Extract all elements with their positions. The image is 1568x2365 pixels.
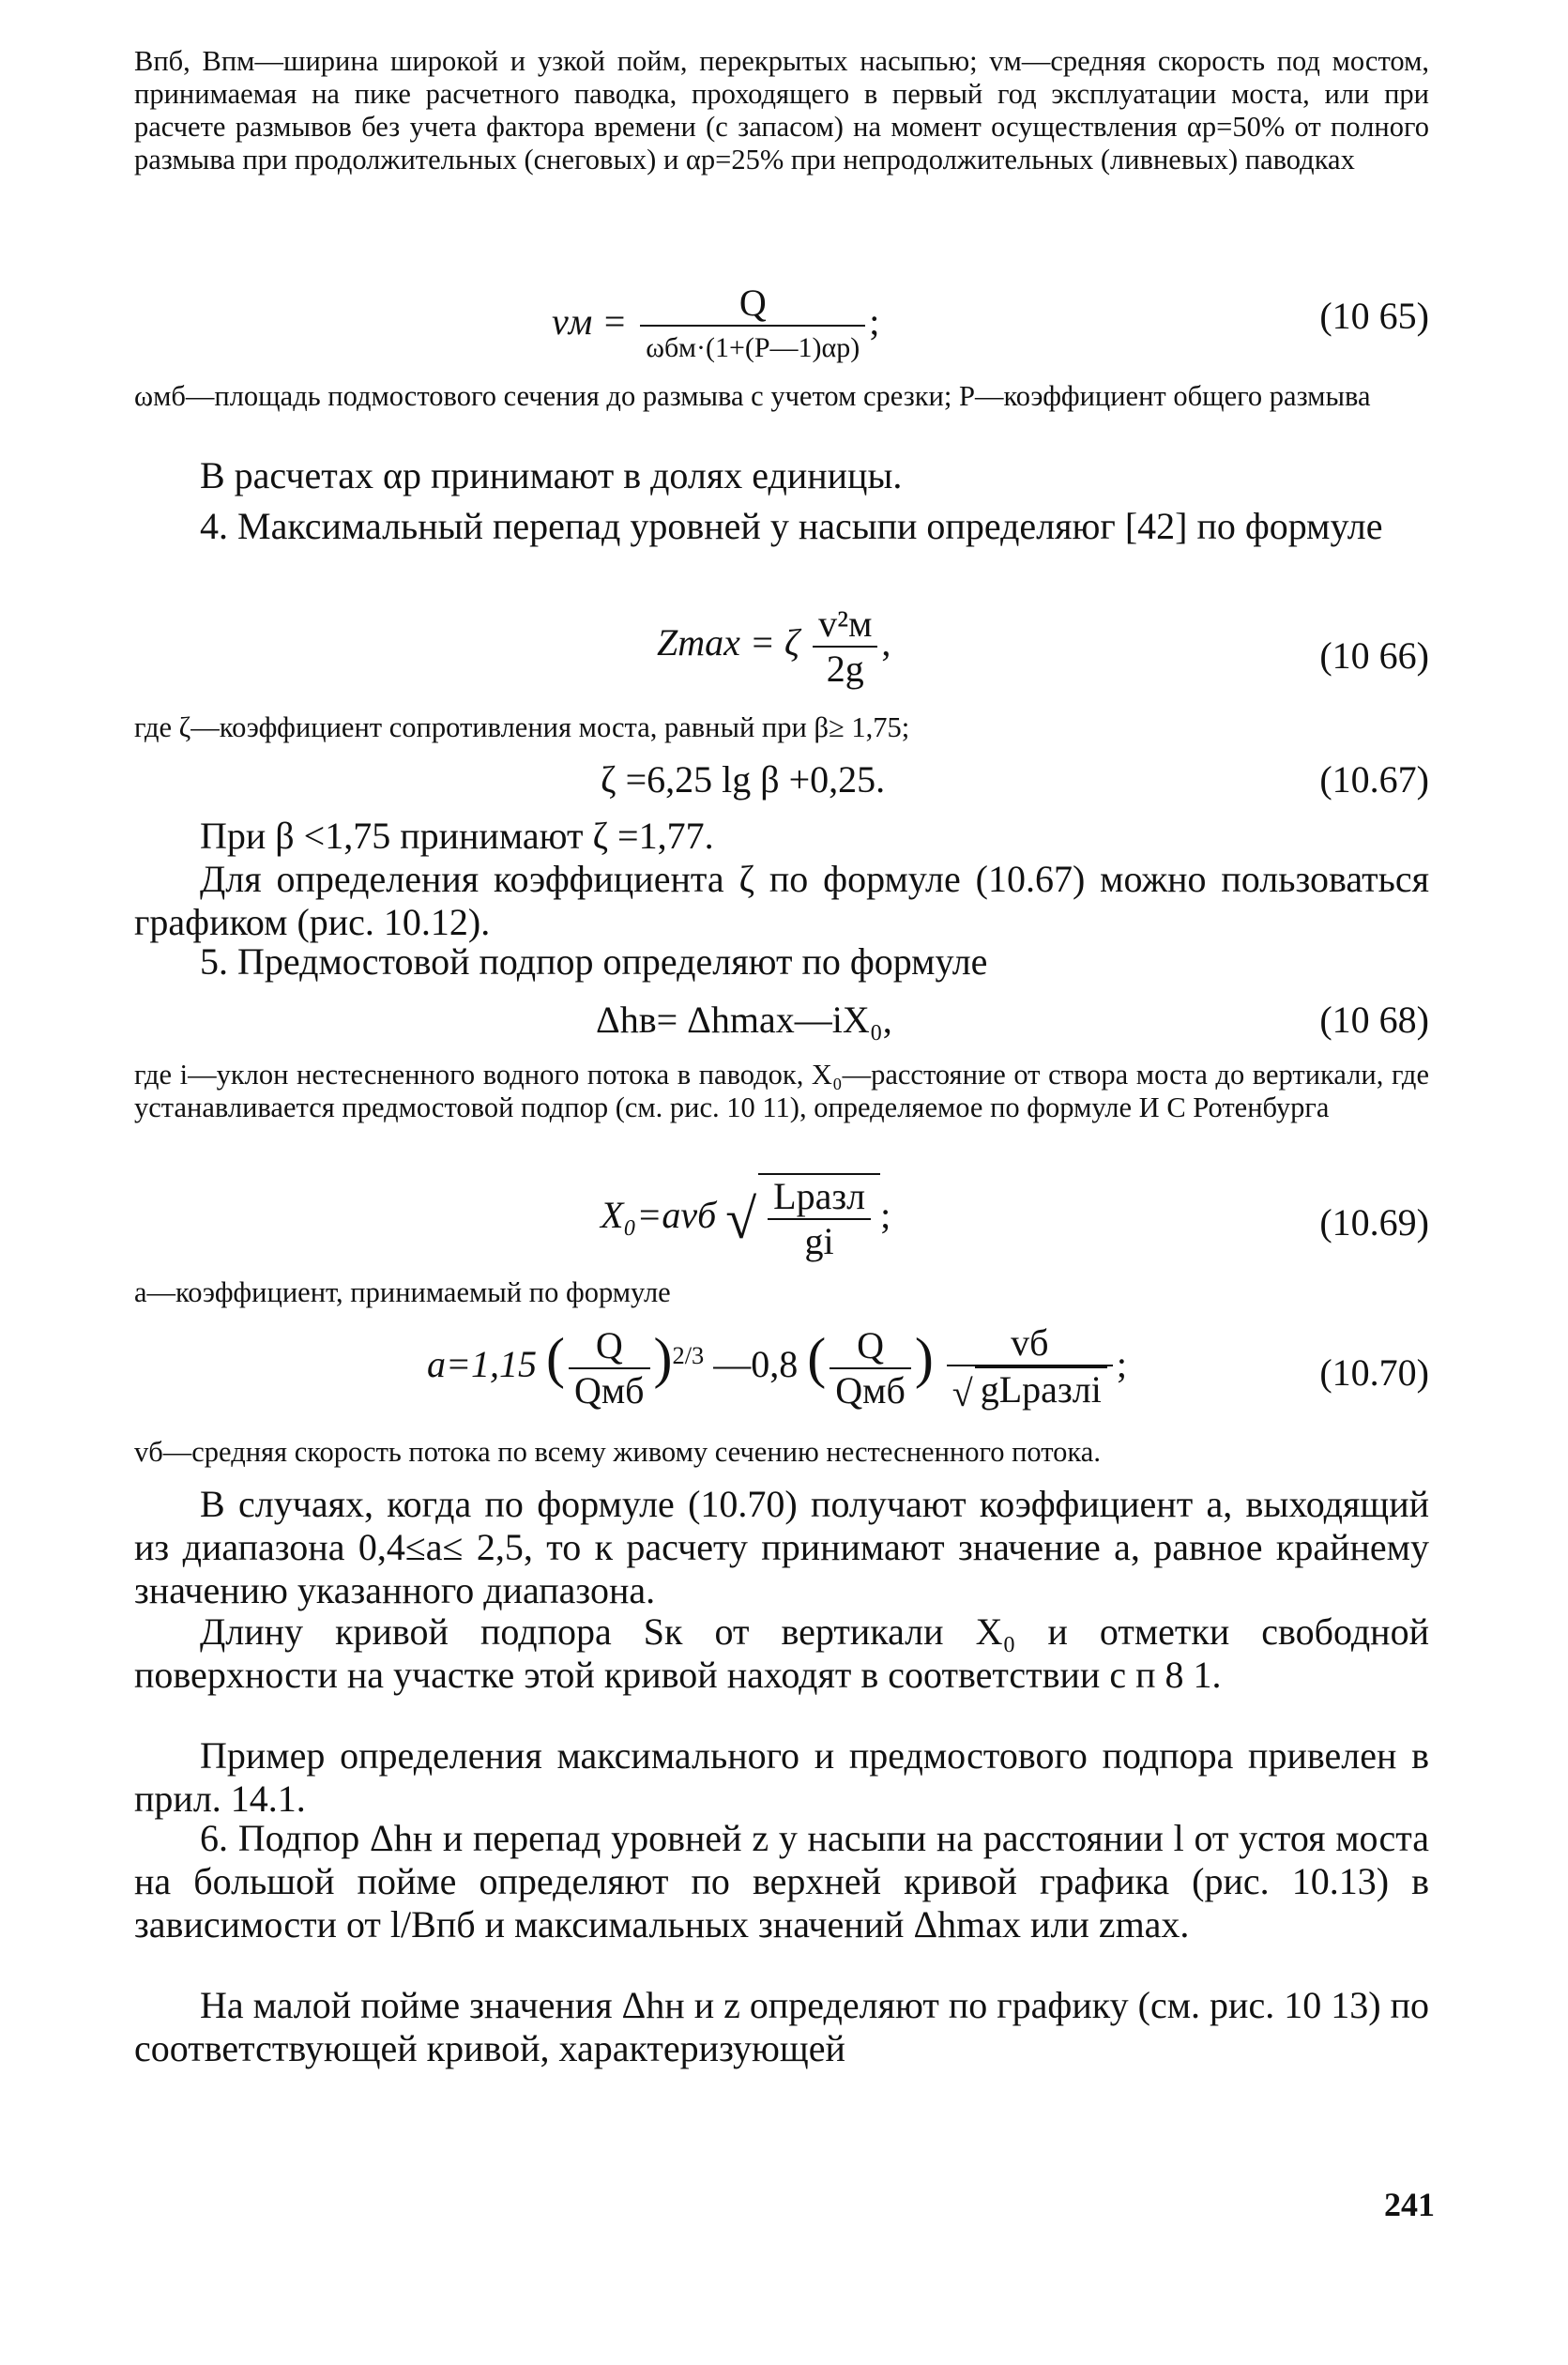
formula-tail: ; [1116,1343,1127,1386]
paragraph-velocity-definition: vб—средняя скорость потока по всему живому сечению нестесненного потока. [134,1436,1101,1468]
fraction-2 [830,1324,911,1412]
numerator-2: Q [830,1324,911,1369]
paragraph-small-floodplain: На малой пойме значения Δhн и z определяют по графику (см. рис. 10 13) по соответствующей кривой, характеризующей [134,1984,1429,2069]
paragraph-a-definition: a—коэффициент, принимаемый по формуле [134,1276,671,1308]
formula-10-70 [427,1321,1127,1415]
formula-10-65 [552,282,879,370]
paragraph-item-6: 6. Подпор Δhн и перепад уровней z у насыпи на расстоянии l от устоя моста на большой пойме определяют по верхней кривой графика (рис. 10.13) в зависимости от l/Bпб и максимальных значений Δhmax или zmax. [134,1817,1429,1945]
formula-lhs: vм = [552,300,628,343]
fraction [813,603,877,691]
fraction-3 [947,1321,1113,1415]
equation-number-10-66: (10 66) [1319,634,1429,677]
paragraph-beta-case: При β <1,75 принимают ζ =1,77. [200,815,714,857]
formula-10-69 [601,1173,891,1263]
paragraph-slope-definition: где i—уклон нестесненного водного потока в паводок, X₀—расстояние от створа моста до вертикали, где устанавливается предмостовой подпор (см. рис. 10 11), определяемое по формуле И С Ротенбурга [134,1059,1429,1123]
exponent: 2/3 [672,1340,705,1369]
sqrt-symbol: √ [951,1371,973,1414]
paragraph-item-4: 4. Максимальный перепад уровней у насыпи определяюг [42] по формуле [200,505,1383,547]
numerator-3: vб [947,1321,1113,1366]
formula-tail: ; [880,1194,891,1237]
formula-part-1: a=1,15 [427,1343,537,1386]
numerator: v²м [813,603,877,648]
formula-10-66 [657,603,891,691]
numerator-1: Q [569,1324,650,1369]
paragraph-example: Пример определения максимального и предмостового подпора привелен в прил. 14.1. [134,1734,1429,1820]
paragraph-range-case: В случаях, когда по формуле (10.70) получают коэффициент a, выходящий из диапазона 0,4≤a≤ 2,5, то к расчету принимают значение a, равное крайнему значению указанного диапазона. [134,1483,1429,1611]
formula-part-2: —0,8 [713,1343,799,1386]
fraction [640,282,865,370]
paren-open: ( [807,1327,827,1390]
formula-10-67: ζ =6,25 lg β +0,25. [601,758,886,801]
fraction [768,1175,871,1263]
equation-number-10-65: (10 65) [1319,295,1429,337]
paren-open: ( [546,1327,565,1390]
equation-number-10-68: (10 68) [1319,999,1429,1041]
radicand [758,1173,880,1263]
paren-close: ) [653,1327,673,1390]
radicand: gLразлi [975,1366,1107,1411]
paragraph-omega-definition: ωмб—площадь подмостового сечения до размыва с учетом срезки; P—коэффициент общего размыва [134,380,1371,412]
denominator-3 [947,1366,1113,1415]
denominator: gi [804,1220,834,1262]
denominator: ωбм·(1+(P—1)αр) [646,332,860,363]
sqrt-symbol: √ [725,1188,757,1250]
denominator-1: Qмб [573,1368,645,1411]
equation-number-10-70: (10.70) [1319,1351,1429,1394]
equation-number-10-69: (10.69) [1319,1201,1429,1244]
formula-10-68: Δhв= Δhmax—iX₀, [596,999,892,1041]
paragraph-item-5: 5. Предмостовой подпор определяют по формуле [200,940,988,983]
formula-tail: ; [869,300,880,343]
numerator: Q [640,282,865,327]
equation-number-10-67: (10.67) [1319,758,1429,801]
paragraph-units: В расчетах αр принимают в долях единицы. [200,454,903,496]
fraction-1 [569,1324,650,1412]
page-number: 241 [1384,2186,1435,2223]
formula-lhs: X₀=avб [601,1194,717,1237]
formula-tail: , [881,621,891,664]
denominator: 2g [826,648,864,690]
paren-close: ) [914,1327,934,1390]
formula-lhs: Zmax = ζ [657,621,800,664]
numerator: Lразл [768,1175,871,1220]
paragraph-zeta-definition: где ζ—коэффициент сопротивления моста, равный при β≥ 1,75; [134,711,910,743]
denominator-2: Qмб [835,1368,906,1411]
paragraph-definitions: Bпб, Bпм—ширина широкой и узкой пойм, перекрытых насыпью; vм—средняя скорость под мостом, принимаемая на пике расчетного паводка, проходящего в первый год эксплуатации моста, или при расчете размывов без учета фактора времени (с запасом) на момент осуществления αр=50% от полного размыва при продолжительных (снеговых) и αр=25% при непродолжительных (ливневых) паводках [134,45,1429,175]
paragraph-curve-length: Длину кривой подпора Sк от вертикали X₀ и отметки свободной поверхности на участке этой кривой находят в соответствии с п 8 1. [134,1610,1429,1696]
paragraph-graph-reference: Для определения коэффициента ζ по формуле (10.67) можно пользоваться графиком (рис. 10.12). [134,858,1429,943]
